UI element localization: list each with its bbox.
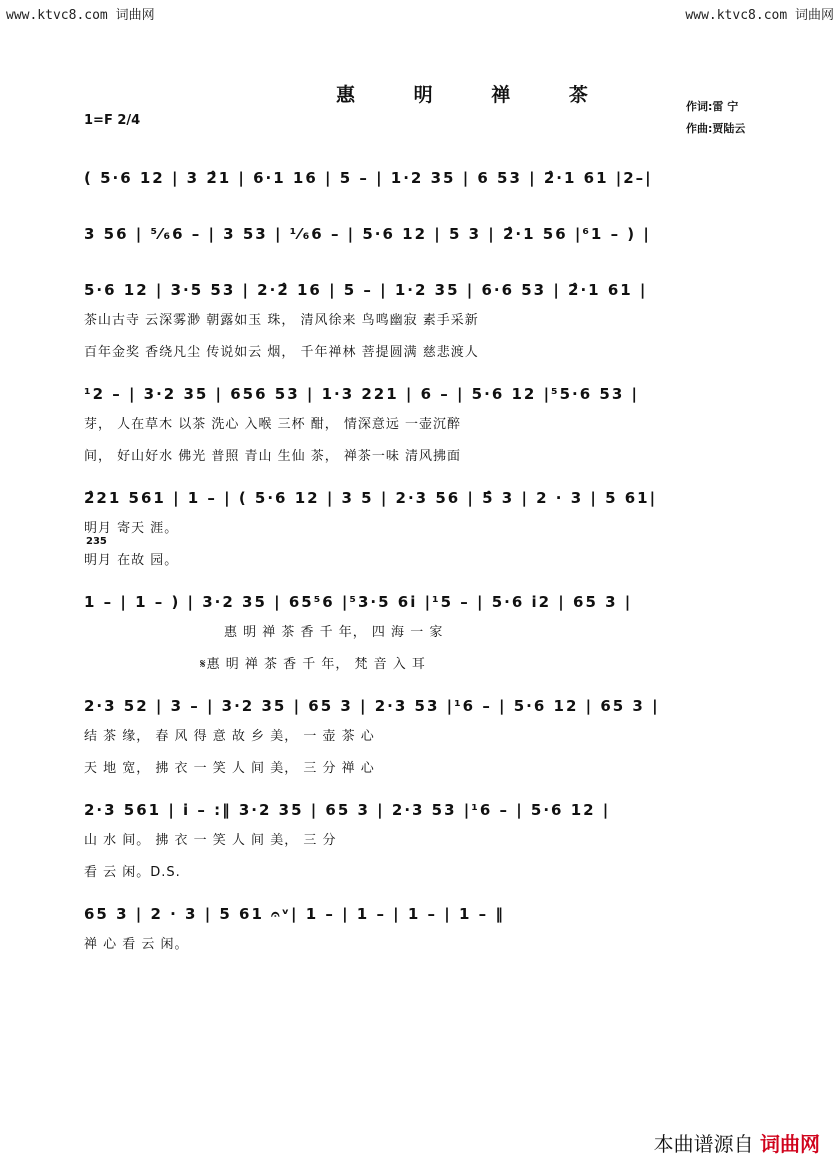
lyric-line-5b: 明月 在故 园。 <box>84 553 179 568</box>
lyric-line-4a: 芽， 人在草木 以茶 洗心 入喉 三杯 酣， 情深意远 一壶沉醉 <box>84 417 462 432</box>
lyric-line-5a: 明月 寄天 涯。 <box>84 521 179 536</box>
song-title: 惠 明 禅 茶 <box>336 84 614 106</box>
watermark-left: www.ktvc8.com 词曲网 <box>6 8 155 23</box>
watermark-right: www.ktvc8.com 词曲网 <box>685 8 834 23</box>
staff-line-9: 65 3 | 2 · 3 | 5 61 𝄐ᵛ| 1 – | 1 – | 1 – | 1 – ‖ <box>84 905 505 923</box>
grace-notes: 235 <box>86 536 107 547</box>
lyric-line-8a: 山 水 间。 拂 衣 一 笑 人 间 美， 三 分 <box>84 833 337 848</box>
composer-credit: 作曲:贾陆云 <box>686 122 746 135</box>
staff-line-3: 5·6 12 | 3·5 53 | 2·2̂ 16 | 5 – | 1·2 35 | 6·6 53 | 2̂·1 61 | <box>84 281 648 299</box>
lyric-line-4b: 间， 好山好水 佛光 普照 青山 生仙 茶， 禅茶一味 清风拂面 <box>84 449 462 464</box>
staff-line-1: ( 5·6 12 | 3 2̂1 | 6·1 16 | 5 – | 1·2 35 | 6 53 | 2̂·1 61 |2–| <box>84 169 653 187</box>
lyric-line-6b: 𝄋惠 明 禅 茶 香 千 年， 梵 音 入 耳 <box>200 657 426 672</box>
staff-line-4: ¹2 – | 3·2 35 | 656 53 | 1·3 221 | 6 – | 5·6 12 |⁵5·6 53 | <box>84 385 639 403</box>
lyric-line-8b: 看 云 闲。D.S. <box>84 865 181 880</box>
lyric-line-7a: 结 茶 缘， 春 风 得 意 故 乡 美， 一 壶 茶 心 <box>84 729 375 744</box>
footer-text: 本曲谱源自 <box>653 1132 754 1156</box>
footer-brand: 词曲网 <box>760 1132 820 1156</box>
staff-line-8: 2·3 561 | i – :‖ 3·2 35 | 65 3 | 2·3 53 |¹6 – | 5·6 12 | <box>84 801 611 819</box>
lyricist-credit: 作词:雷 宁 <box>686 100 739 113</box>
footer-credit <box>654 1128 820 1157</box>
key-signature: 1=F 2/4 <box>84 113 141 128</box>
staff-line-5: 2̂21 561 | 1 – | ( 5·6 12 | 3 5 | 2·3 56 | 5̂ 3 | 2 · 3 | 5 61| <box>84 489 658 507</box>
staff-line-6: 1 – | 1 – ) | 3·2 35 | 65⁵6 |⁵3·5 6i |¹5 – | 5·6 i2 | 65 3 | <box>84 593 633 611</box>
lyric-line-7b: 天 地 宽， 拂 衣 一 笑 人 间 美， 三 分 禅 心 <box>84 761 375 776</box>
lyric-line-3a: 茶山古寺 云深雾渺 朝露如玉 珠， 清风徐来 鸟鸣幽寂 素手采新 <box>84 313 479 328</box>
lyric-line-6a: 惠 明 禅 茶 香 千 年， 四 海 一 家 <box>224 625 444 640</box>
staff-line-2: 3 56 | ⁵⁄₆6 – | 3 53 | ¹⁄₆6 – | 5·6 12 | 5 3 | 2̂·1 56 |⁶1 – ) | <box>84 225 651 243</box>
staff-line-7: 2·3 52 | 3 – | 3·2 35 | 65 3 | 2·3 53 |¹6 – | 5·6 12 | 65 3 | <box>84 697 660 715</box>
lyric-line-9a: 禅 心 看 云 闲。 <box>84 937 189 952</box>
lyric-line-3b: 百年金奖 香绕凡尘 传说如云 烟， 千年禅林 菩提圆满 慈悲渡人 <box>84 345 479 360</box>
